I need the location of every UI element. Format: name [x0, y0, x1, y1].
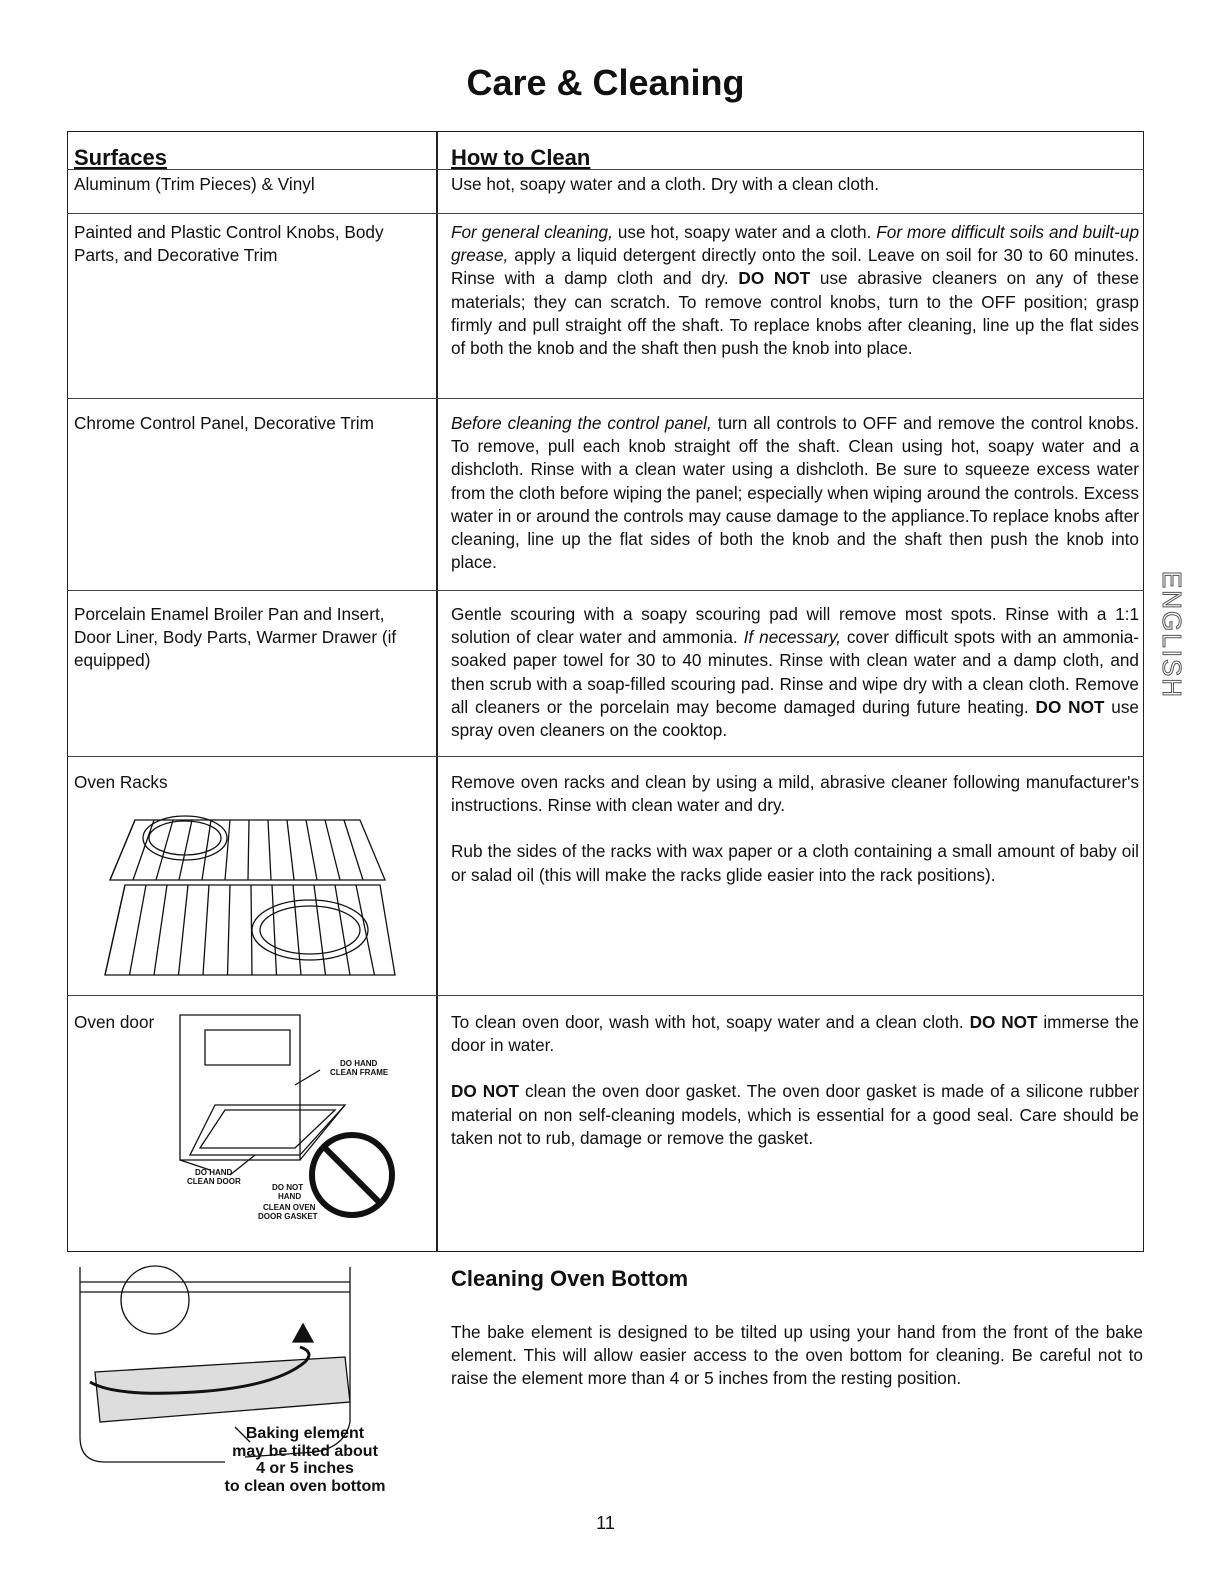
- header-surfaces: Surfaces: [74, 145, 167, 170]
- how-oven-racks: Remove oven racks and clean by using a mild, abrasive cleaner following manufacturer's instructions. Rinse with clean water and dry. Rub the sides of the racks with wax paper or a cloth containing a small amount of baby oil or salad oil (this will make the racks glide easier into the rack positions).: [451, 772, 1139, 885]
- label-gasket-3: CLEAN OVEN: [263, 1203, 316, 1212]
- surface-oven-door: Oven door: [74, 1012, 155, 1032]
- rack-bar: [314, 885, 326, 975]
- rack-bar: [248, 820, 249, 880]
- rack-bar: [225, 820, 230, 880]
- row-divider: [67, 995, 1144, 996]
- page-number: 11: [596, 1513, 615, 1533]
- surface-aluminum: Aluminum (Trim Pieces) & Vinyl: [74, 174, 315, 194]
- table-column-divider: [436, 131, 438, 1252]
- how-chrome: Before cleaning the control panel, turn all controls to OFF and remove the control knobs. To remove, pull each knob straight off the shaft. Clean using hot, soapy water and a dishcloth. Rinse with a clean water using a dishcloth. Be sure to squeeze excess water from the cloth before wiping the panel; especially when wiping around the controls. Excess water in or around the controls may cause damage to the appliance.To replace knobs after cleaning, line up the flat sides of both the knob and the shaft then push the knob into place.: [451, 413, 1139, 573]
- rack-bar: [306, 820, 317, 880]
- row-divider: [67, 756, 1144, 757]
- language-tab-label: ENGLISH: [1157, 570, 1188, 700]
- bake-element-caption: Baking element may be tilted about 4 or 5 inches to clean oven bottom: [224, 1425, 386, 1495]
- rack-bar: [179, 820, 192, 880]
- rack-bar: [344, 820, 363, 880]
- rack-bar: [154, 885, 167, 975]
- label-gasket-4: DOOR GASKET: [258, 1212, 318, 1221]
- surface-oven-racks: Oven Racks: [74, 772, 168, 792]
- label-frame-2: CLEAN FRAME: [330, 1068, 389, 1077]
- rack-bar: [130, 885, 147, 975]
- table-header-divider: [67, 169, 1144, 170]
- oven-bottom-text: The bake element is designed to be tilted up using your hand from the front of the bake element. This will allow easier access to the oven bottom for cleaning. Be careful not to raise the element more than 4 or 5 inches from the resting position.: [451, 1322, 1143, 1389]
- label-gasket-2: HAND: [278, 1192, 302, 1201]
- how-porcelain: Gentle scouring with a soapy scouring pad will remove most spots. Rinse with a 1:1 solution of clear water and ammonia. If necessary, cover difficult spots with an ammonia-soaked paper towel for 30 to 40 minutes. Rinse with clean water and a damp cloth, and then scrub with a soap-filled scouring pad. Rinse and wipe dry with a clean cloth. Remove all cleaners or the porcelain may become damaged during future heating. DO NOT use spray oven cleaners on the cooktop.: [451, 604, 1139, 741]
- label-door-1: DO HAND: [195, 1168, 233, 1177]
- oven-racks-illustration: [95, 800, 405, 980]
- label-door-2: CLEAN DOOR: [187, 1177, 241, 1186]
- section-title-oven-bottom: Cleaning Oven Bottom: [451, 1266, 689, 1291]
- how-oven-door: To clean oven door, wash with hot, soapy water and a clean cloth. DO NOT immerse the door in water. DO NOT clean the oven door gasket. The oven door gasket is made of a silicone rubber material on non self-cleaning models, which is essential for a good seal. Care should be taken not to rub, damage or remove the gasket.: [451, 1012, 1139, 1148]
- rack-bar: [293, 885, 301, 975]
- label-gasket-1: DO NOT: [272, 1183, 304, 1192]
- rack-bar: [287, 820, 294, 880]
- rack-bar: [325, 820, 340, 880]
- rack-bar: [203, 885, 209, 975]
- rack-bar: [335, 885, 350, 975]
- oven-door-illustration: [170, 1010, 410, 1235]
- rack-bar: [268, 820, 271, 880]
- rack-bar: [105, 885, 125, 975]
- row-divider: [67, 398, 1144, 399]
- header-how-to-clean: How to Clean: [451, 145, 591, 170]
- rack-bar: [179, 885, 189, 975]
- rack-bar: [356, 885, 375, 975]
- page-title: Care & Cleaning: [466, 62, 745, 103]
- language-tab: [1152, 565, 1188, 705]
- rack-bar: [272, 885, 277, 975]
- surface-porcelain: Porcelain Enamel Broiler Pan and Insert, Door Liner, Body Parts, Warmer Drawer (if equipped): [74, 604, 397, 671]
- surface-painted-plastic: Painted and Plastic Control Knobs, Body Parts, and Decorative Trim: [74, 222, 384, 266]
- how-aluminum: Use hot, soapy water and a cloth. Dry with a clean cloth.: [451, 174, 879, 194]
- row-divider: [67, 590, 1144, 591]
- row-divider: [67, 213, 1144, 214]
- rack-bar: [110, 820, 135, 880]
- rack-bar: [228, 885, 231, 975]
- rack-bar: [133, 820, 154, 880]
- surface-chrome: Chrome Control Panel, Decorative Trim: [74, 413, 374, 433]
- label-frame-1: DO HAND: [340, 1059, 378, 1068]
- how-painted-plastic: For general cleaning, use hot, soapy water and a cloth. For more difficult soils and built-up grease, apply a liquid detergent directly onto the soil. Leave on soil for 30 to 60 minutes. Rinse with a damp cloth and dry. DO NOT use abrasive cleaners on any of these materials; they can scratch. To remove control knobs, turn to the OFF position; grasp firmly and pull straight off the shaft. To replace knobs after cleaning, line up the flat sides of both the knob and the shaft then push the knob into place.: [451, 222, 1140, 359]
